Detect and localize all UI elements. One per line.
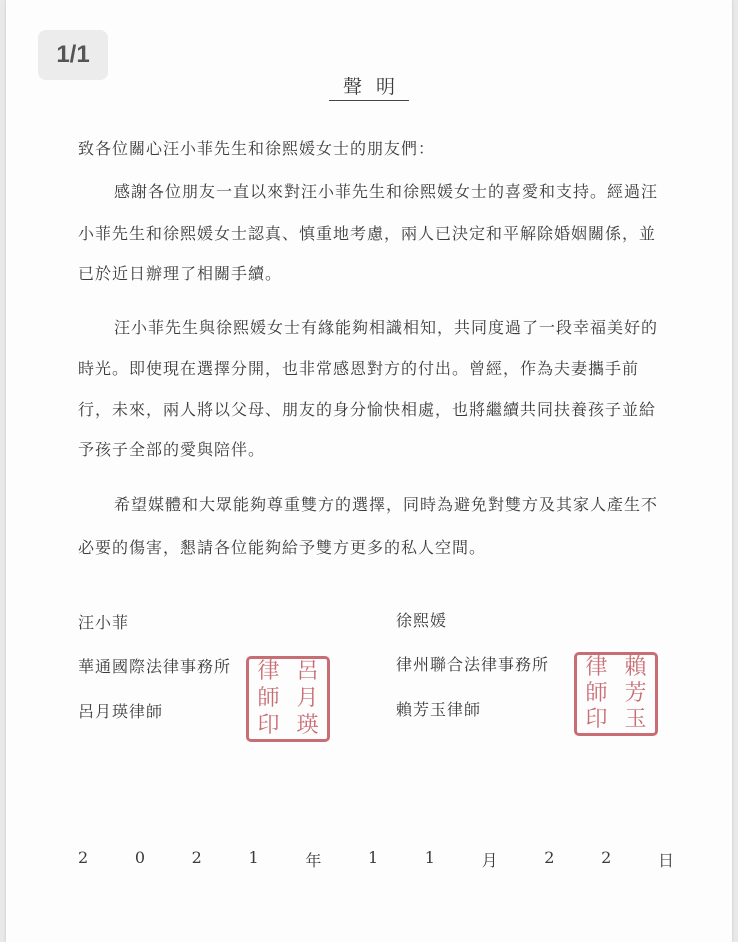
date-part: 日 (657, 851, 674, 870)
paragraph-line: 行，未來，兩人將以父母、朋友的身分愉快相處，也將繼續共同扶養孩子並給 (78, 400, 657, 419)
right-lawyer: 賴芳玉律師 (396, 700, 482, 719)
date-part: 年 (305, 851, 322, 870)
date-part: 2 (601, 848, 612, 867)
document-date (78, 848, 674, 871)
right-lawyer-seal: 律 師 印 賴 芳 玉 (574, 652, 658, 736)
date-part: 1 (367, 848, 379, 867)
paragraph-line: 希望媒體和大眾能夠尊重雙方的選擇，同時為避免對雙方及其家人產生不 (114, 495, 659, 514)
date-part: 1 (424, 848, 435, 867)
right-law-firm: 律州聯合法律事務所 (396, 655, 550, 674)
left-lawyer: 呂月瑛律師 (78, 702, 164, 721)
title-text: 聲明 (329, 76, 409, 101)
date-part: 2 (191, 848, 202, 867)
paragraph-line: 汪小菲先生與徐熙媛女士有緣能夠相識相知，共同度過了一段幸福美好的 (114, 318, 659, 337)
document-page (6, 0, 732, 942)
greeting: 致各位關心汪小菲先生和徐熙媛女士的朋友們： (78, 139, 436, 158)
paragraph-line: 予孩子全部的愛與陪伴。 (78, 440, 266, 459)
paragraph-line: 必要的傷害，懇請各位能夠給予雙方更多的私人空間。 (78, 538, 487, 557)
date-part: 2 (78, 848, 89, 867)
date-part: 1 (248, 848, 259, 867)
date-part: 2 (544, 848, 555, 867)
paragraph-line: 小菲先生和徐熙媛女士認真、慎重地考慮，兩人已決定和平解除婚姻關係，並 (78, 224, 657, 243)
page-indicator: 1/1 (38, 30, 108, 80)
document-title (6, 72, 732, 99)
left-party-name: 汪小菲 (78, 613, 130, 632)
left-lawyer-seal: 律 師 印 呂 月 瑛 (246, 656, 330, 742)
paragraph-line: 已於近日辦理了相關手續。 (78, 264, 283, 283)
left-law-firm: 華通國際法律事務所 (78, 657, 232, 676)
paragraph-line: 感謝各位朋友一直以來對汪小菲先生和徐熙媛女士的喜愛和支持。經過汪 (114, 182, 659, 201)
right-party-name: 徐熙媛 (396, 611, 448, 630)
date-part: 月 (481, 851, 498, 870)
date-part: 0 (134, 848, 146, 867)
paragraph-line: 時光。即使現在選擇分開，也非常感恩對方的付出。曾經，作為夫妻攜手前 (78, 359, 640, 378)
